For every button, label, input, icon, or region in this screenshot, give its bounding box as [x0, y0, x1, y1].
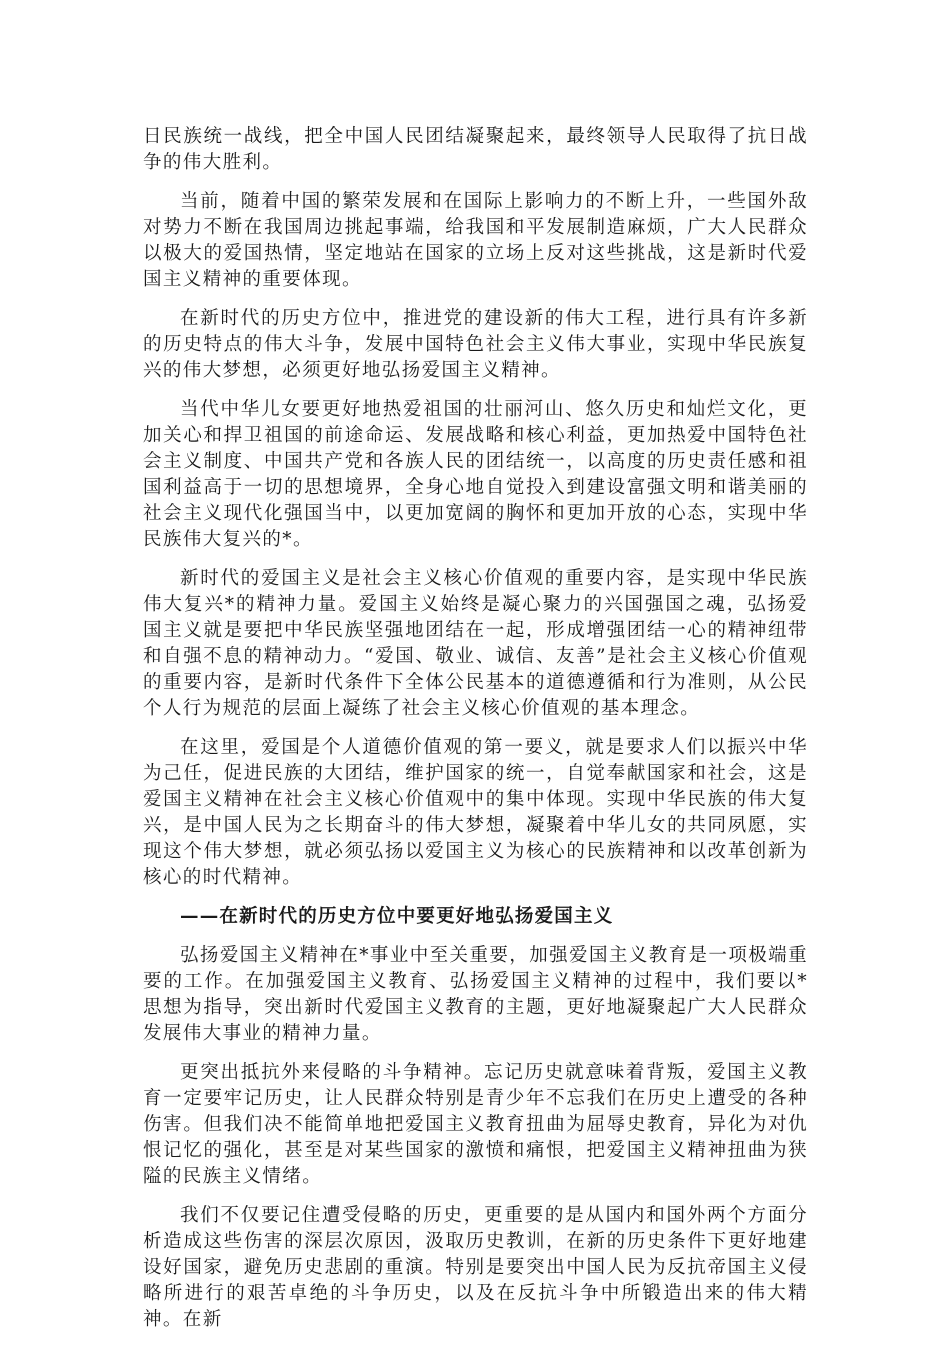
paragraph-9: 我们不仅要记住遭受侵略的历史，更重要的是从国内和国外两个方面分析造成这些伤害的深层次原因，汲取历史教训，在新的历史条件下更好地建设好国家，避免历史悲剧的重演。特别是要突出中国人民为反抗帝国主义侵略所进行的艰苦卓绝的斗争历史，以及在反抗斗争中所锻造出来的伟大精神。在新	[143, 1205, 808, 1330]
paragraph-1: 日民族统一战线，把全中国人民团结凝聚起来，最终领导人民取得了抗日战争的伟大胜利。	[143, 126, 808, 173]
paragraph-7: 弘扬爱国主义精神在*事业中至关重要，加强爱国主义教育是一项极端重要的工作。在加强爱国主义教育、弘扬爱国主义精神的过程中，我们要以*思想为指导，突出新时代爱国主义教育的主题，更好地凝聚起广大人民群众发展伟大事业的精神力量。	[143, 945, 808, 1044]
paragraph-6: 在这里，爱国是个人道德价值观的第一要义，就是要求人们以振兴中华为己任，促进民族的大团结，维护国家的统一，自觉奉献国家和社会，这是爱国主义精神在社会主义核心价值观中的集中体现。实现中华民族的伟大复兴，是中国人民为之长期奋斗的伟大梦想，凝聚着中华儿女的共同夙愿，实现这个伟大梦想，就必须弘扬以爱国主义为核心的民族精神和以改革创新为核心的时代精神。	[143, 737, 808, 888]
paragraph-5: 新时代的爱国主义是社会主义核心价值观的重要内容，是实现中华民族伟大复兴*的精神力量。爱国主义始终是凝心聚力的兴国强国之魂，弘扬爱国主义就是要把中华民族坚强地团结在一起，形成增强团结一心的精神纽带和自强不息的精神动力。“爱国、敬业、诚信、友善”是社会主义核心价值观的重要内容，是新时代条件下全体公民基本的道德遵循和行为准则，从公民个人行为规范的层面上凝练了社会主义核心价值观的基本理念。	[143, 568, 808, 719]
paragraph-2: 当前，随着中国的繁荣发展和在国际上影响力的不断上升，一些国外敌对势力不断在我国周边挑起事端，给我国和平发展制造麻烦，广大人民群众以极大的爱国热情，坚定地站在国家的立场上反对这些挑战，这是新时代爱国主义精神的重要体现。	[143, 191, 808, 290]
document-body	[143, 124, 808, 1346]
paragraph-8: 更突出抵抗外来侵略的斗争精神。忘记历史就意味着背叛，爱国主义教育一定要牢记历史，让人民群众特别是青少年不忘我们在历史上遭受的各种伤害。但我们决不能简单地把爱国主义教育扭曲为屈辱史教育，异化为对仇恨记忆的强化，甚至是对某些国家的激愤和痛恨，把爱国主义精神扭曲为狭隘的民族主义情绪。	[143, 1062, 808, 1187]
paragraph-4: 当代中华儿女要更好地热爱祖国的壮丽河山、悠久历史和灿烂文化，更加关心和捍卫祖国的前途命运、发展战略和核心利益，更加热爱中国特色社会主义制度、中国共产党和各族人民的团结统一，以高度的历史责任感和祖国利益高于一切的思想境界，全身心地自觉投入到建设富强文明和谐美丽的社会主义现代化强国当中，以更加宽阔的胸怀和更加开放的心态，实现中华民族伟大复兴的*。	[143, 399, 808, 550]
section-heading: ——在新时代的历史方位中要更好地弘扬爱国主义	[180, 906, 614, 927]
paragraph-3: 在新时代的历史方位中，推进党的建设新的伟大工程，进行具有许多新的历史特点的伟大斗争，发展中国特色社会主义伟大事业，实现中华民族复兴的伟大梦想，必须更好地弘扬爱国主义精神。	[143, 308, 808, 381]
